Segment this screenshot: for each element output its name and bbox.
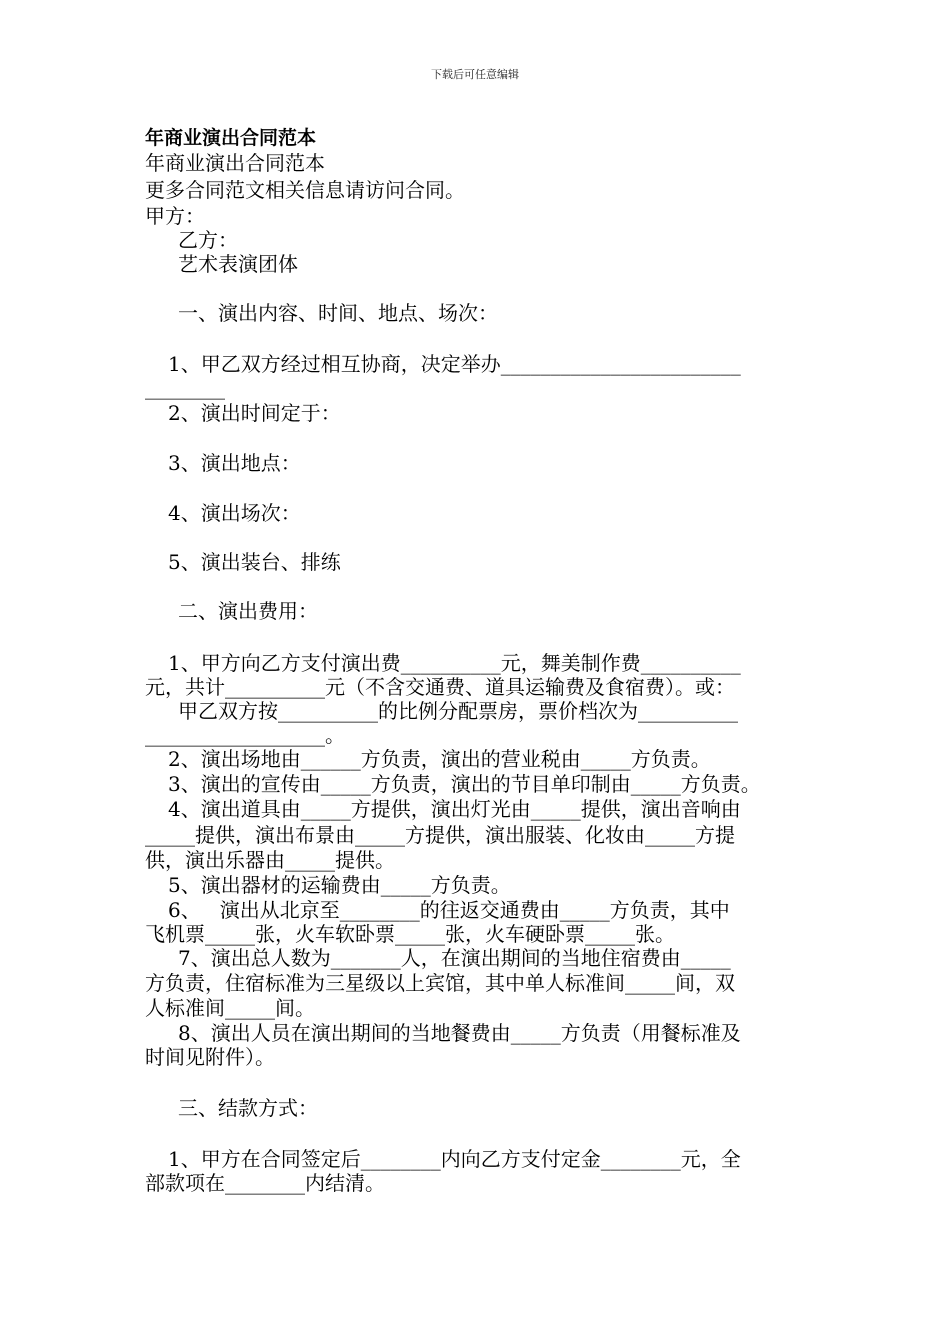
clause-2-8-cont: 时间见附件）。 bbox=[145, 1045, 275, 1069]
clause-2-4-cont: _____提供，演出布景由_____方提供，演出服装、化妆由_____方提 bbox=[145, 823, 735, 847]
clause-2-6-cont: 飞机票_____张，火车软卧票_____张，火车硬卧票_____张。 bbox=[145, 922, 675, 946]
clause-1-5: 5、演出装台、排练 bbox=[168, 550, 341, 574]
section-3-heading: 三、结款方式： bbox=[178, 1096, 318, 1120]
clause-3-1: 1、甲方在合同签定后________内向乙方支付定金________元，全 bbox=[168, 1147, 741, 1171]
subtitle-line: 年商业演出合同范本 bbox=[145, 151, 325, 175]
clause-2-4-end: 供，演出乐器由_____提供。 bbox=[145, 848, 395, 872]
clause-1-4: 4、演出场次： bbox=[168, 501, 301, 525]
clause-2-6: 6、 演出从北京至________的往返交通费由_____方负责，其中 bbox=[168, 898, 730, 922]
section-1-heading: 一、演出内容、时间、地点、场次： bbox=[178, 301, 498, 325]
clause-2-7-end: 人标准间_____间。 bbox=[145, 996, 315, 1020]
party-b-label: 乙方： bbox=[178, 228, 238, 252]
page-header: 下载后可任意编辑 bbox=[431, 68, 519, 81]
clause-1-1-cont: ________ bbox=[145, 376, 225, 400]
clause-2-5: 5、演出器材的运输费由_____方负责。 bbox=[168, 873, 511, 897]
clause-3-1-cont: 部款项在________内结清。 bbox=[145, 1171, 385, 1195]
clause-2-1: 1、甲方向乙方支付演出费__________元，舞美制作费__________ bbox=[168, 651, 741, 675]
clause-2-3: 3、演出的宣传由_____方负责，演出的节目单印制由_____方负责。 bbox=[168, 772, 761, 796]
clause-2-7: 7、演出总人数为_______人，在演出期间的当地住宿费由_____ bbox=[178, 946, 731, 970]
party-a-label: 甲方： bbox=[145, 204, 205, 228]
clause-1-2: 2、演出时间定于： bbox=[168, 401, 341, 425]
clause-1-3: 3、演出地点： bbox=[168, 451, 301, 475]
section-2-heading: 二、演出费用： bbox=[178, 599, 318, 623]
clause-2-1-alt-cont: __________________。 bbox=[145, 723, 345, 747]
document-title: 年商业演出合同范本 bbox=[145, 127, 317, 149]
clause-2-1-cont: 元，共计__________元（不含交通费、道具运输费及食宿费）。或： bbox=[145, 675, 735, 699]
clause-1-1: 1、甲乙双方经过相互协商，决定举办________________________ bbox=[168, 352, 741, 376]
info-line: 更多合同范文相关信息请访问合同。 bbox=[145, 178, 465, 202]
clause-2-4: 4、演出道具由_____方提供，演出灯光由_____提供，演出音响由 bbox=[168, 797, 741, 821]
clause-2-2: 2、演出场地由______方负责，演出的营业税由_____方负责。 bbox=[168, 747, 711, 771]
clause-2-7-cont: 方负责，住宿标准为三星级以上宾馆，其中单人标准间_____间，双 bbox=[145, 971, 735, 995]
party-b-type: 艺术表演团体 bbox=[178, 252, 298, 276]
clause-2-8: 8、演出人员在演出期间的当地餐费由_____方负责（用餐标准及 bbox=[178, 1021, 741, 1045]
clause-2-1-alt: 甲乙双方按__________的比例分配票房，票价档次为__________ bbox=[178, 699, 738, 723]
